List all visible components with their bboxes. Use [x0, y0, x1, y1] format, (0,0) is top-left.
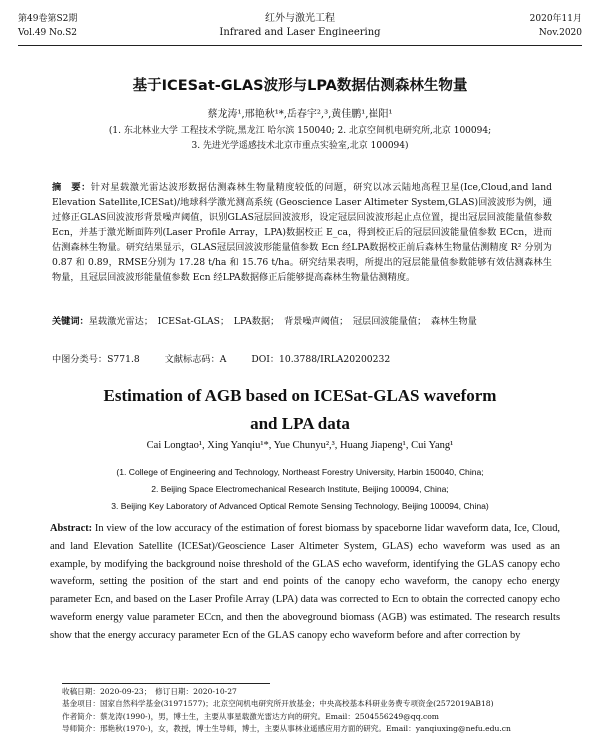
running-header — [18, 6, 582, 46]
affiliations-en — [40, 464, 560, 515]
authors-cn: 蔡龙涛¹,邢艳秋¹*,岳春宇²,³,黄佳鹏¹,崔阳¹ — [207, 109, 393, 120]
journal-volume: 第49卷第S2期 Vol.49 No.S2 — [18, 14, 78, 38]
affiliation-line: 3. 先进光学遥感技术北京市重点实验室,北京 100094) — [191, 141, 409, 151]
abstract-cn-label: 摘 要： — [52, 182, 91, 193]
keywords-text: 星载激光雷达； ICESat-GLAS； LPA数据； 背景噪声阈值； 冠层回波能量值； 森林生物量 — [88, 316, 477, 327]
keywords-label: 关键词： — [52, 316, 89, 327]
document-code: 文献标志码：A — [164, 354, 227, 365]
affiliation-line: (1. College of Engineering and Technology, Northeast Forestry University, Harbin 150040, China; — [116, 467, 484, 477]
clc-number: 中图分类号：S771.8 — [52, 354, 140, 365]
header-rule — [18, 45, 582, 46]
paper-title-en: Estimation of AGB based on ICESat-GLAS waveform and LPA data — [103, 386, 497, 433]
abstract-cn-text: 针对星载激光雷达波形数据估测森林生物量精度较低的问题，研究以冰云陆地高程卫星(Ice,Cloud,and land Elevation Satellite,ICESat)/地球科学激光测高系统 (Geoscience Laser Altimeter System,GLAS)回波波形为例，通过修正GLAS回波波形背景噪声阈值，识别GLAS冠层回波波形，设定冠层回波波形起止点位置，提出冠层回波能量值参数 Ecn，并基于激光断面阵列(Laser Profile Array，LPA)数据校正 E_ca，得到校正后的冠层回波能量值参数 ECcn，进而估测森林生物量。研究结果显示，GLAS冠层回波波形能量值参数 Ecn 经LPA数据校正前后森林生物量估测精度 R² 分别为 0.87 和 0.89，RMSE分别为 17.28 t/ha 和 15.76 t/ha。研究结果表明，所提出的冠层能量值参数能够有效估测森林生物量，且冠层回波波形能量值参数 Ecn 经LPA数据修正后能够提高森林生物量估测精度。 — [52, 182, 552, 283]
abstract-en-text: In view of the low accuracy of the estimation of forest biomass by spaceborne lidar waveform data, Ice, Cloud, and land Elevation Satellite (ICESat)/Geoscience Laser Altimeter System, GLAS) echo waveform was used as an example, by modifying the background noise threshold of the GLAS echo waveform, identifying the GLAS canopy echo waveform, setting the position of the start and end points of the canopy echo waveform, the canopy echo energy parameter Ecn, and based on the Laser Profile Array (LPA) data was corrected to Ecn to obtain the corrected canopy echo waveform energy value parameter ECcn, and then the aboveground biomass (AGB) was estimated. The research results show that the energy accuracy parameter Ecn of the GLAS canopy echo waveform before and after correction by — [50, 523, 560, 641]
footnote-supervisor: 导师简介：邢艳秋(1970-)，女，教授，博士生导师，博士，主要从事林业遥感应用方面的研究。Email：yanqiuxing@nefu.edu.cn — [62, 724, 511, 734]
affiliation-line: 3. Beijing Key Laboratory of Advanced Optical Remote Sensing Technology, Beijing 100094, China) — [111, 501, 489, 511]
footnote-received: 收稿日期：2020-09-23； 修订日期：2020-10-27 — [62, 687, 237, 696]
footnote-author: 作者简介：蔡龙涛(1990-)，男，博士生，主要从事星载激光雷达方向的研究。Email：2504556249@qq.com — [62, 711, 440, 721]
abstract-en-label: Abstract: — [50, 523, 93, 534]
journal-name: 红外与激光工程 Infrared and Laser Engineering — [219, 13, 381, 38]
footnote-funding: 基金项目：国家自然科学基金(31971577)；北京空间机电研究所开放基金；中央高校基本科研业务费专项资金(2572019AB18) — [62, 699, 494, 709]
doi[interactable]: DOI：10.3788/IRLA20200232 — [251, 354, 391, 365]
affiliations-cn — [22, 124, 578, 154]
journal-date: 2020年11月 Nov.2020 — [529, 14, 582, 38]
classification-line — [52, 352, 552, 367]
abstract-en — [50, 520, 560, 645]
affiliation-line: 2. Beijing Space Electromechanical Research Institute, Beijing 100094, China; — [151, 484, 449, 494]
authors-en: Cai Longtao¹, Xing Yanqiu¹*, Yue Chunyu²,³, Huang Jiapeng¹, Cui Yang¹ — [146, 440, 454, 451]
footnotes — [62, 686, 570, 736]
affiliation-line: (1. 东北林业大学 工程技术学院,黑龙江 哈尔滨 150040; 2. 北京空间机电研究所,北京 100094; — [108, 126, 492, 136]
keywords-cn — [52, 314, 552, 329]
abstract-cn — [52, 180, 552, 285]
paper-title-cn: 基于ICESat-GLAS波形与LPA数据估测森林生物量 — [132, 78, 468, 94]
footnote-rule — [62, 683, 270, 684]
